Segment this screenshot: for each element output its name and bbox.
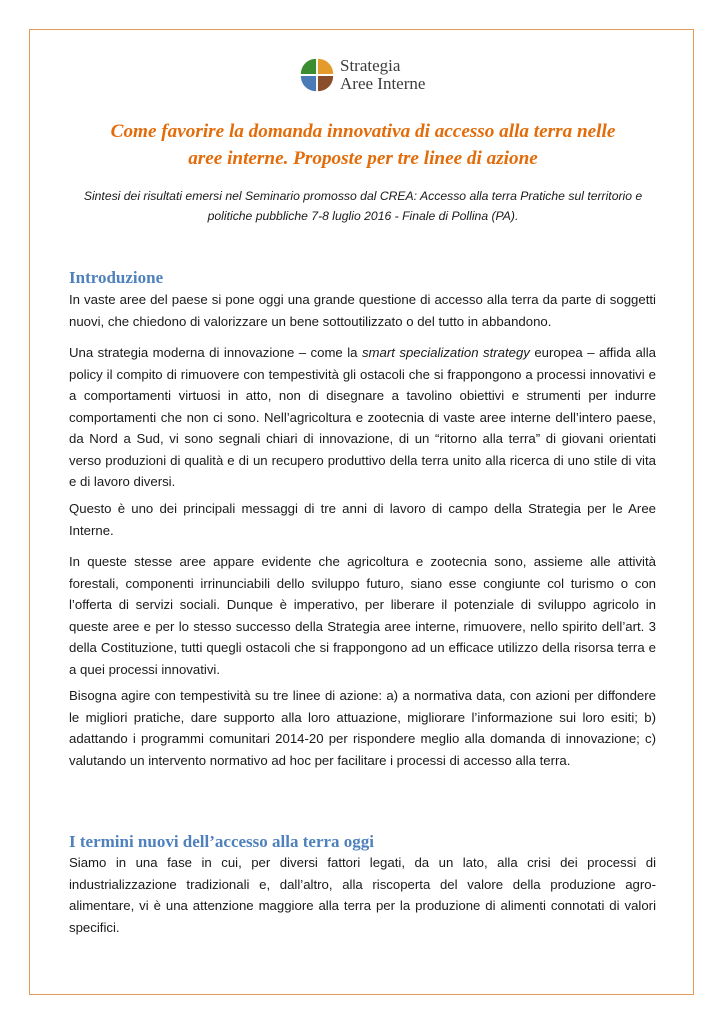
- logo-text: [340, 57, 425, 93]
- logo-line-1: Strategia: [340, 56, 401, 75]
- logo-mark-icon: [298, 56, 336, 94]
- logo-petal-orange: [318, 59, 333, 74]
- paragraph-intro-4: In queste stesse aree appare evidente che agricoltura e zootecnia sono, assieme alle attività forestali, componenti irrinunciabili dello sviluppo futuro, siano esse congiunte col turismo o con l’offerta di servizi sociali. Dunque è imperativo, per liberare il potenziale di sviluppo agricolo in queste aree e per lo stesso successo della Strategia aree interne, rimuovere, nello spirito dell’art. 3 della Costituzione, tutti quegli ostacoli che si frappongono ad un efficace utilizzo della risorsa terra e a quei processi innovativi.: [69, 554, 656, 677]
- title-line-1: Come favorire la domanda innovativa di accesso alla terra nelle: [110, 121, 616, 142]
- paragraph-intro-5: Bisogna agire con tempestività su tre linee di azione: a) a normativa data, con azioni per diffondere le migliori pratiche, dare supporto alla loro attuazione, migliorare l’informazione sui loro esiti; b) adattando i programmi comunitari 2014-20 per rispondere meglio alla domanda di innovazione; c) valutando un intervento normativo ad hoc per facilitare i processi di accesso alla terra.: [69, 688, 656, 768]
- title-line-2: aree interne. Proposte per tre linee di azione: [188, 148, 538, 169]
- section-heading-termini: I termini nuovi dell’accesso alla terra oggi: [69, 832, 375, 851]
- paragraph-intro-3: Questo è uno dei principali messaggi di tre anni di lavoro di campo della Strategia per le Aree Interne.: [69, 501, 656, 538]
- logo-petal-blue: [301, 76, 316, 91]
- section-heading-introduzione: Introduzione: [69, 268, 164, 287]
- document-title: [69, 118, 657, 172]
- paragraph-intro-2-before: Una strategia moderna di innovazione – come la: [69, 345, 362, 360]
- logo-petal-brown: [318, 76, 333, 91]
- subtitle-line-1: Sintesi dei risultati emersi nel Seminario promosso dal CREA: Accesso alla terra Pratiche sul territorio e: [83, 189, 643, 203]
- logo: [298, 53, 425, 97]
- paragraph-intro-2-after: europea – affida alla policy il compito di rimuovere con tempestività gli ostacoli che si frappongono a processi innovativi e a comportamenti virtuosi in atto, non di disegnare a tavolino obiettivi e strumenti per indurre comportamenti che non ci sono. Nell’agricoltura e zootecnia di vaste aree interne dell’intero paese, da Nord a Sud, vi sono segnali chiari di innovazione, di un “ritorno alla terra” di giovani orientati verso produzioni di qualità e di un recupero produttivo della terra unito alla ricerca di uno stile di vita e di lavoro diversi.: [69, 345, 656, 489]
- paragraph-intro-1: In vaste aree del paese si pone oggi una grande questione di accesso alla terra da parte di soggetti nuovi, che chiedono di valorizzare un bene sottoutilizzato o del tutto in abbandono.: [69, 292, 656, 329]
- logo-line-2: Aree Interne: [340, 74, 426, 93]
- paragraph-intro-2: [69, 342, 656, 493]
- logo-petal-green: [301, 59, 316, 74]
- document-subtitle: [69, 186, 657, 226]
- paragraph-intro-2-italic: smart specialization strategy: [361, 345, 530, 360]
- paragraph-termini-1: Siamo in una fase in cui, per diversi fattori legati, da un lato, alla crisi dei processi di industrializzazione tradizionali e, dall’altro, alla riscoperta del valore della produzione agro-alimentare, vi è una attenzione maggiore alla terra per la produzione di alimenti connotati di valori specifici.: [69, 855, 656, 935]
- subtitle-line-2: politiche pubbliche 7-8 luglio 2016 - Finale di Pollina (PA).: [207, 209, 519, 223]
